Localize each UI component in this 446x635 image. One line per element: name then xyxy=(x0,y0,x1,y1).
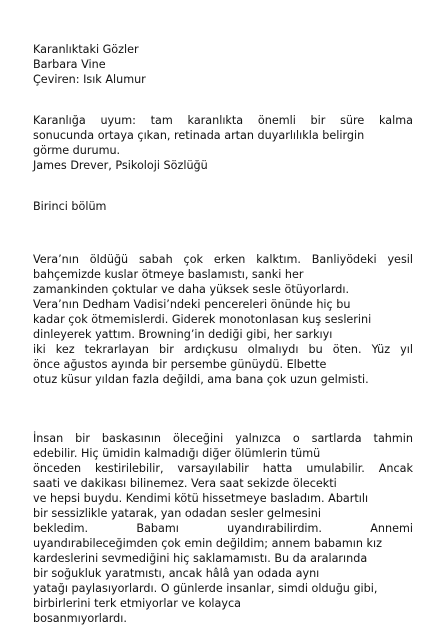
paragraph-line: ve hepsi buydu. Kendimi kötü hissetmeye basladım. Abartılı xyxy=(33,492,369,505)
spacer xyxy=(33,214,413,252)
paragraph-line: dinleyerek yattım. Browning’in dediği gibi, her sarkıyı xyxy=(33,328,333,341)
paragraph-line: uyandırabileceğimden çok emin değildim; annem babamın kız xyxy=(33,537,382,550)
document-page xyxy=(33,42,413,626)
book-title: Karanlıktaki Gözler xyxy=(33,43,139,56)
paragraph-line: bir soğukluk yaratmıstı, ancak hâlâ yan odada aynı xyxy=(33,567,320,580)
epigraph-source: James Drever, Psikoloji Sözlüğü xyxy=(33,159,208,172)
spacer xyxy=(33,173,413,199)
paragraph-line: bosanmıyorlardı. xyxy=(33,612,127,625)
paragraph-line: bahçemizde kuslar ötmeye baslamıstı, sanki her xyxy=(33,268,304,281)
book-translator: Çeviren: Isık Alumur xyxy=(33,73,146,86)
paragraph-line: bir sessizlikle yatarak, yan odadan sesler gelmesini xyxy=(33,507,321,520)
paragraph-line: Vera’nın öldüğü sabah çok erken kalktım. Banliyödeki yesil xyxy=(33,253,413,266)
epigraph-line: görme durumu. xyxy=(33,144,121,157)
paragraph-1 xyxy=(33,252,413,387)
paragraph-line: zamankinden çoktular ve daha yüksek sesle ötüyorlardı. xyxy=(33,283,350,296)
paragraph-2 xyxy=(33,431,413,626)
epigraph-line: sonucunda ortaya çıkan, retinada artan duyarlılıkla belirgin xyxy=(33,129,365,142)
epigraph xyxy=(33,113,413,173)
paragraph-line: birbirlerini terk etmiyorlar ve kolayca xyxy=(33,597,242,610)
paragraph-line: saati ve dakikası bilinemez. Vera saat sekizde ölecekti xyxy=(33,477,337,490)
paragraph-line: edebilir. Hiç ümidin kalmadığı diğer ölümlerin tümü xyxy=(33,447,321,460)
spacer xyxy=(33,387,413,431)
paragraph-line: kadar çok ötmemislerdi. Giderek monotonlasan kuş seslerini xyxy=(33,313,372,326)
paragraph-line: Vera’nın Dedham Vadisi’ndeki pencereleri önünde hiç bu xyxy=(33,298,351,311)
spacer xyxy=(33,87,413,113)
paragraph-line: kardeslerini sevmediğini hiç saklamamıstı. Bu da aralarında xyxy=(33,552,368,565)
chapter-heading: Birinci bölüm xyxy=(33,200,107,213)
paragraph-line: önceden kestirilebilir, varsayılabilir hatta umulabilir. Ancak xyxy=(33,462,413,475)
paragraph-line: yatağı paylasıyorlardı. O günlerde insanlar, simdi olduğu gibi, xyxy=(33,582,378,595)
paragraph-line: bekledim. Babamı uyandırabilirdim. Annemi xyxy=(33,522,413,535)
paragraph-line: İnsan bir baskasının öleceğini yalnızca o sartlarda tahmin xyxy=(33,432,413,445)
epigraph-line: Karanlığa uyum: tam karanlıkta önemli bir süre kalma xyxy=(33,114,413,127)
paragraph-line: önce ağustos ayında bir persembe günüydü. Elbette xyxy=(33,358,327,371)
paragraph-line: otuz küsur yıldan fazla değildi, ama bana çok uzun gelmisti. xyxy=(33,373,369,386)
book-author: Barbara Vine xyxy=(33,58,106,71)
book-header xyxy=(33,42,413,87)
paragraph-line: iki kez tekrarlayan bir ardıçkusu olmalıydı bu öten. Yüz yıl xyxy=(33,343,413,356)
